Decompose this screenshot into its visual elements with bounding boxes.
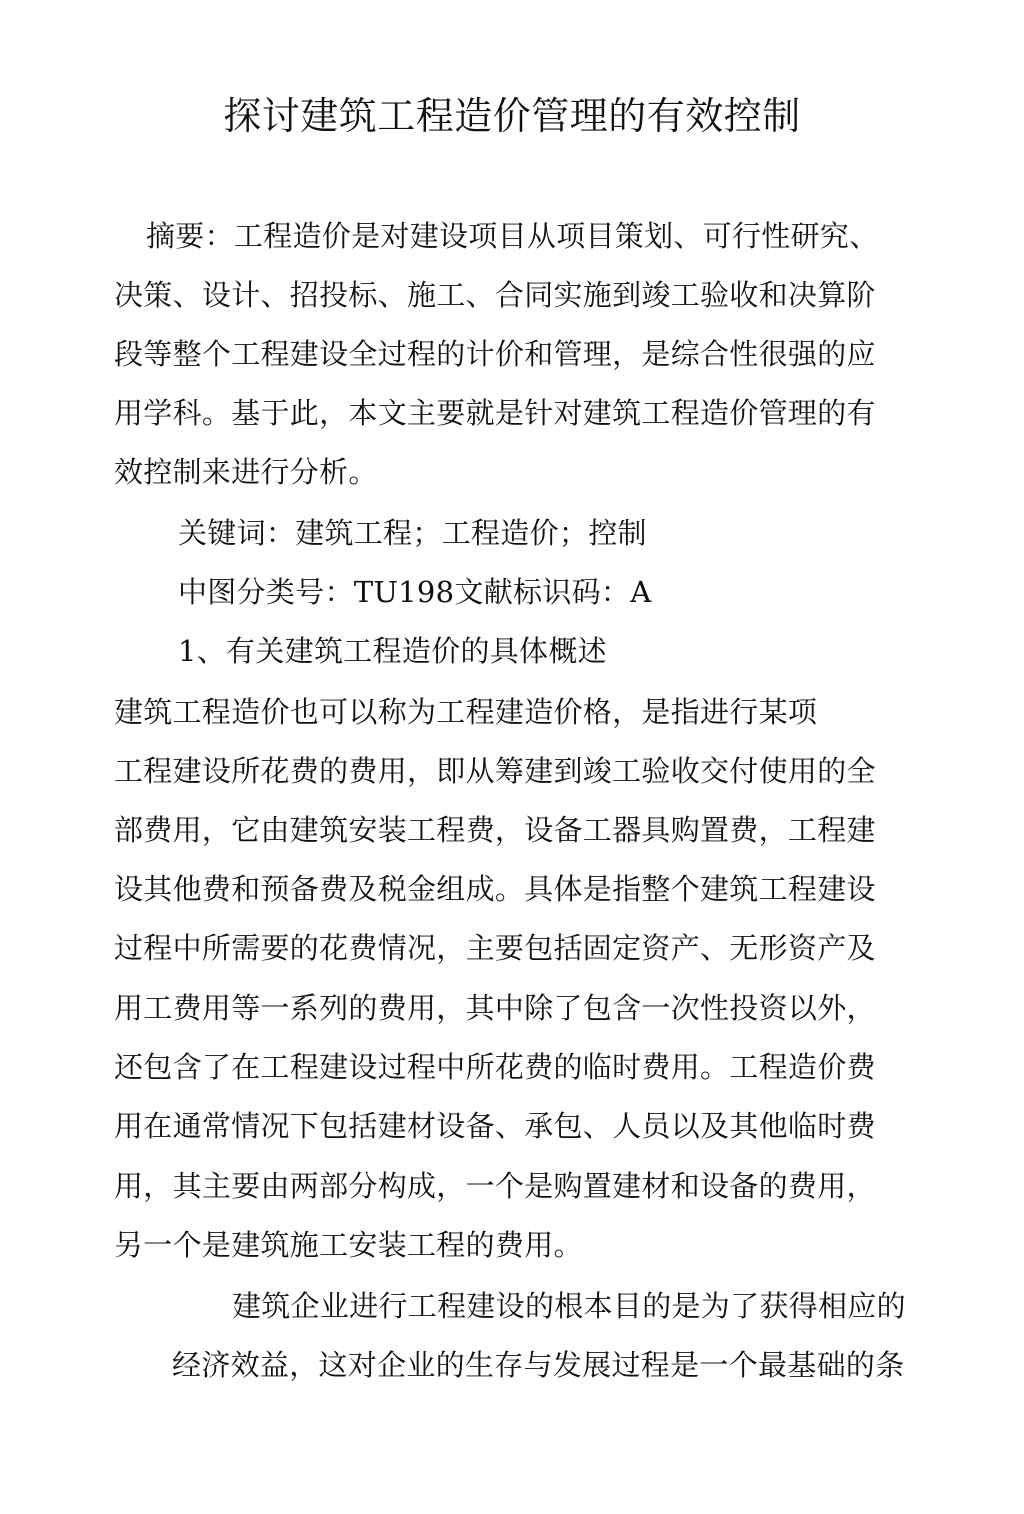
body-line-9: 用，其主要由两部分构成，一个是购置建材和设备的费用， (114, 1169, 876, 1203)
body-line-8: 用在通常情况下包括建材设备、承包、人员以及其他临时费 (114, 1109, 876, 1143)
abstract-line-3: 段等整个工程建设全过程的计价和管理，是综合性很强的应 (114, 337, 876, 371)
body-line-5: 过程中所需要的花费情况，主要包括固定资产、无形资产及 (114, 931, 876, 965)
abstract-line-5: 效控制来进行分析。 (114, 455, 378, 489)
body-line-10: 另一个是建筑施工安装工程的费用。 (114, 1228, 583, 1262)
body-line-1: 建筑工程造价也可以称为工程建造价格，是指进行某项 (114, 695, 818, 729)
body-line-2: 工程建设所花费的费用，即从筹建到竣工验收交付使用的全 (114, 754, 876, 788)
body-line-11: 建筑企业进行工程建设的根本目的是为了获得相应的 (232, 1289, 906, 1323)
document-title: 探讨建筑工程造价管理的有效控制 (223, 94, 801, 138)
body-line-4: 设其他费和预备费及税金组成。具体是指整个建筑工程建设 (114, 872, 876, 906)
abstract-line-2: 决策、设计、招投标、施工、合同实施到竣工验收和决算阶 (114, 278, 876, 312)
abstract-line-4: 用学科。基于此，本文主要就是针对建筑工程造价管理的有 (114, 396, 876, 430)
body-line-6: 用工费用等一系列的费用，其中除了包含一次性投资以外， (114, 991, 876, 1025)
body-line-3: 部费用，它由建筑安装工程费，设备工器具购置费，工程建 (114, 813, 876, 847)
classification-line: 中图分类号：TU198文献标识码：A (178, 575, 652, 609)
body-line-12: 经济效益，这对企业的生存与发展过程是一个最基础的条 (172, 1348, 905, 1382)
body-line-7: 还包含了在工程建设过程中所花费的临时费用。工程造价费 (114, 1050, 876, 1084)
abstract-line-1: 摘要：工程造价是对建设项目从项目策划、可行性研究、 (146, 219, 879, 253)
keywords-line: 关键词：建筑工程；工程造价；控制 (178, 516, 647, 550)
section-heading-1: 1、有关建筑工程造价的具体概述 (178, 634, 607, 668)
